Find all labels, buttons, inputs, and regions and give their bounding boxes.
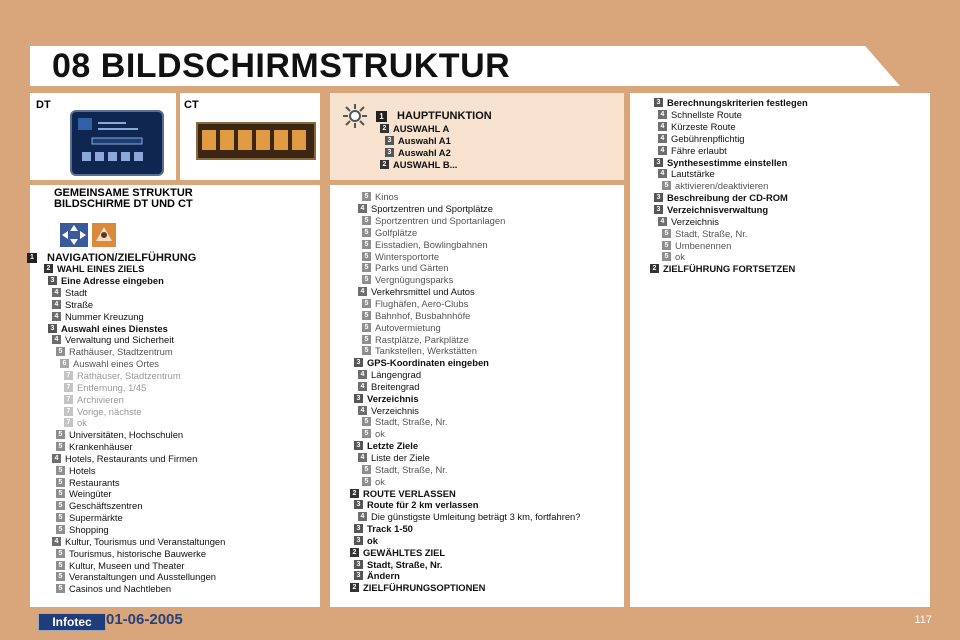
list-item	[350, 381, 580, 393]
list-item-label: aktivieren/deaktivieren	[675, 180, 769, 192]
list-item	[350, 440, 580, 452]
list-item-label: Vorige, nächste	[77, 405, 142, 417]
level-badge: 4	[52, 335, 61, 344]
level-badge: 5	[56, 513, 65, 522]
level-badge: 3	[354, 536, 363, 545]
list-item	[380, 123, 457, 135]
list-item-label: Längengrad	[371, 369, 422, 381]
dt-screen-icon	[72, 112, 162, 174]
list-item	[44, 571, 225, 583]
level-badge: 5	[56, 347, 65, 356]
list-item-label: Bahnhof, Busbahnhöfe	[375, 309, 471, 321]
list-item-label: Verkehrsmittel und Autos	[371, 286, 475, 298]
level-badge: 5	[362, 311, 371, 320]
list-item-label: Supermärkte	[69, 512, 123, 524]
list-item	[650, 156, 808, 168]
list-item-label: Die günstigste Umleitung beträgt 3 km, fortfahren?	[371, 511, 581, 523]
level-badge: 3	[654, 205, 663, 214]
list-item	[380, 135, 457, 147]
list-item	[350, 333, 580, 345]
level-badge: 5	[362, 465, 371, 474]
list-item-label: Kürzeste Route	[671, 121, 736, 133]
list-item-label: ok	[375, 428, 385, 440]
level-badge: 5	[362, 240, 371, 249]
level-badge: 2	[350, 583, 359, 592]
level-badge: 5	[362, 477, 371, 486]
level-badge: 5	[362, 299, 371, 308]
list-item	[44, 535, 225, 547]
list-item-label: Synthesestimme einstellen	[667, 156, 788, 168]
list-item-label: Parks und Gärten	[375, 262, 449, 274]
list-item-label: Geschäftszentren	[69, 500, 143, 512]
list-item-label: Track 1-50	[367, 523, 413, 535]
level-badge: 2	[44, 264, 53, 273]
list-item-label: Stadt	[65, 287, 87, 299]
level-badge: 3	[385, 148, 394, 157]
list-item-label: ok	[675, 251, 685, 263]
list-item	[350, 274, 580, 286]
level-badge: 6	[60, 359, 69, 368]
level-badge: 5	[362, 335, 371, 344]
list-item	[44, 547, 225, 559]
level-badge: 5	[362, 252, 371, 261]
list-item-label: Veranstaltungen und Ausstellungen	[69, 571, 216, 583]
level-badge: 5	[662, 241, 671, 250]
right-list	[650, 97, 808, 275]
list-item	[350, 463, 580, 475]
list-item-label: GEWÄHLTES ZIEL	[363, 546, 446, 558]
footer-date: 01-06-2005	[106, 611, 183, 628]
list-item-label: Verzeichnis	[367, 392, 419, 404]
main-function-panel	[330, 93, 624, 180]
list-item	[350, 511, 580, 523]
list-item-label: Flughäfen, Aero-Clubs	[375, 298, 469, 310]
list-item	[350, 534, 580, 546]
gear-icon	[342, 103, 368, 129]
level-badge: 4	[52, 454, 61, 463]
list-item-label: AUSWAHL B...	[393, 158, 458, 170]
level-badge: 7	[64, 371, 73, 380]
list-item-label: Tankstellen, Werkstätten	[375, 345, 477, 357]
list-item-label: Sportzentren und Sportplätze	[371, 203, 493, 215]
list-item-label: ok	[375, 475, 385, 487]
main-function-list	[380, 123, 457, 170]
main-function-title: HAUPTFUNKTION	[397, 110, 492, 122]
list-item	[44, 429, 225, 441]
level-badge: 5	[362, 216, 371, 225]
list-item	[44, 500, 225, 512]
list-item	[350, 262, 580, 274]
list-item	[350, 499, 580, 511]
list-item	[650, 121, 808, 133]
list-item-label: Straße	[65, 298, 94, 310]
ct-screen-image	[196, 122, 316, 160]
list-item	[44, 464, 225, 476]
list-item	[350, 286, 580, 298]
list-item-label: Tourismus, historische Bauwerke	[69, 547, 207, 559]
list-item	[650, 263, 808, 275]
list-item	[350, 487, 580, 499]
level-badge: 3	[654, 98, 663, 107]
list-item-label: ZIELFÜHRUNGSOPTIONEN	[363, 582, 486, 594]
list-item-label: Casinos und Nachtleben	[69, 583, 172, 595]
list-item	[350, 250, 580, 262]
infotec-logo: Infotec	[38, 613, 106, 631]
navigation-map-icon	[92, 223, 116, 247]
level-badge: 4	[358, 453, 367, 462]
level-badge: 2	[650, 264, 659, 273]
list-item	[350, 238, 580, 250]
list-item	[350, 309, 580, 321]
level-badge: 4	[52, 288, 61, 297]
list-item	[350, 582, 580, 594]
list-item-label: Stadt, Straße, Nr.	[675, 227, 748, 239]
level-badge: 3	[354, 571, 363, 580]
level-badge: 5	[56, 584, 65, 593]
level-badge: 4	[658, 169, 667, 178]
list-item	[350, 570, 580, 582]
list-item	[350, 546, 580, 558]
ct-label: CT	[184, 99, 199, 111]
list-item-label: Eisstadien, Bowlingbahnen	[375, 238, 488, 250]
level-badge: 4	[358, 204, 367, 213]
list-item-label: Eine Adresse eingeben	[61, 275, 164, 287]
list-item	[650, 227, 808, 239]
list-item-label: Route für 2 km verlassen	[367, 499, 479, 511]
right-structure-panel	[630, 93, 930, 607]
list-item	[650, 192, 808, 204]
level-badge: 3	[354, 560, 363, 569]
list-item	[650, 133, 808, 145]
page-number: 117	[914, 614, 932, 626]
list-item-label: Stadt, Straße, Nr.	[367, 558, 443, 570]
level-badge: 3	[48, 276, 57, 285]
common-structure-title-1: GEMEINSAME STRUKTUR	[54, 187, 193, 199]
list-item	[350, 416, 580, 428]
list-item-label: WAHL EINES ZIELS	[57, 263, 145, 275]
level-badge: 5	[56, 430, 65, 439]
list-item-label: Gebührenpflichtig	[671, 132, 745, 144]
list-item-label: ZIELFÜHRUNG FORTSETZEN	[663, 263, 796, 275]
list-item	[650, 215, 808, 227]
level-badge: 2	[350, 548, 359, 557]
list-item	[650, 109, 808, 121]
list-item-label: Wintersportorte	[375, 250, 440, 262]
middle-structure-panel	[330, 185, 624, 607]
common-structure-title-2: BILDSCHIRME DT UND CT	[54, 198, 193, 210]
level-badge: 4	[658, 110, 667, 119]
list-item	[350, 404, 580, 416]
list-item	[650, 144, 808, 156]
level-badge: 5	[362, 263, 371, 272]
level-badge: 5	[362, 228, 371, 237]
level-badge: 5	[56, 561, 65, 570]
navigation-arrows-icon	[60, 223, 88, 247]
dt-label: DT	[36, 99, 51, 111]
list-item-label: Krankenhäuser	[69, 441, 133, 453]
list-item	[44, 512, 225, 524]
list-item	[44, 334, 225, 346]
list-item-label: Fähre erlaubt	[671, 144, 727, 156]
list-item-label: Nummer Kreuzung	[65, 310, 144, 322]
level-badge: 3	[354, 394, 363, 403]
list-item	[44, 322, 225, 334]
list-item	[350, 215, 580, 227]
list-item	[44, 441, 225, 453]
list-item-label: Restaurants	[69, 476, 120, 488]
list-item	[44, 370, 225, 382]
level-badge: 7	[64, 418, 73, 427]
list-item	[650, 251, 808, 263]
level-badge: 4	[52, 300, 61, 309]
level-badge: 5	[362, 275, 371, 284]
list-item	[350, 357, 580, 369]
ct-screen-icon	[198, 124, 314, 158]
level-badge: 1	[27, 253, 37, 263]
level-badge: 5	[662, 229, 671, 238]
list-item-label: Shopping	[69, 523, 109, 535]
level-badge: 3	[385, 136, 394, 145]
level-badge: 3	[48, 324, 57, 333]
level-badge: 1	[376, 111, 387, 122]
list-item-label: Verzeichnis	[371, 404, 419, 416]
list-item-label: Stadt, Straße, Nr.	[375, 463, 448, 475]
list-item	[44, 524, 225, 536]
list-item	[350, 392, 580, 404]
list-item	[44, 287, 225, 299]
list-item	[350, 523, 580, 535]
list-item-label: GPS-Koordinaten eingeben	[367, 357, 489, 369]
list-item	[350, 558, 580, 570]
list-item	[350, 345, 580, 357]
list-item-label: Weingüter	[69, 488, 112, 500]
list-item-label: Letzte Ziele	[367, 440, 419, 452]
level-badge: 5	[56, 549, 65, 558]
level-badge: 4	[52, 312, 61, 321]
level-badge: 5	[56, 525, 65, 534]
level-badge: 3	[354, 500, 363, 509]
level-badge: 3	[654, 193, 663, 202]
level-badge: 3	[654, 158, 663, 167]
level-badge: 5	[56, 501, 65, 510]
list-item	[44, 488, 225, 500]
list-item-label: Universitäten, Hochschulen	[69, 429, 184, 441]
list-item-label: Rathäuser, Stadtzentrum	[69, 346, 173, 358]
list-item-label: ok	[77, 417, 87, 429]
list-item-label: Liste der Ziele	[371, 451, 430, 463]
level-badge: 4	[358, 287, 367, 296]
level-badge: 5	[362, 192, 371, 201]
list-item-label: Rathäuser, Stadtzentrum	[77, 370, 181, 382]
list-item-label: ROUTE VERLASSEN	[363, 487, 456, 499]
list-item	[350, 227, 580, 239]
list-item-label: Archivieren	[77, 393, 124, 405]
navigation-title: NAVIGATION/ZIELFÜHRUNG	[47, 251, 197, 264]
list-item-label: Autovermietung	[375, 321, 441, 333]
list-item	[44, 299, 225, 311]
list-item-label: Stadt, Straße, Nr.	[375, 416, 448, 428]
list-item	[44, 559, 225, 571]
level-badge: 4	[658, 122, 667, 131]
list-item	[350, 452, 580, 464]
list-item-label: AUSWAHL A	[393, 123, 450, 135]
list-item	[44, 453, 225, 465]
list-item-label: Kultur, Tourismus und Veranstaltungen	[65, 535, 226, 547]
level-badge: 5	[662, 252, 671, 261]
list-item-label: Hotels, Restaurants und Firmen	[65, 452, 198, 464]
list-item	[650, 204, 808, 216]
list-item-label: Rastplätze, Parkplätze	[375, 333, 469, 345]
list-item-label: Golfplätze	[375, 226, 418, 238]
list-item-label: Auswahl A2	[398, 147, 451, 159]
level-badge: 3	[354, 524, 363, 533]
list-item-label: Umbenennen	[675, 239, 732, 251]
level-badge: 5	[56, 489, 65, 498]
list-item-label: Auswahl A1	[398, 135, 451, 147]
list-item-label: Verzeichnis	[671, 215, 719, 227]
level-badge: 5	[362, 346, 371, 355]
list-item	[650, 239, 808, 251]
list-item-label: Beschreibung der CD-ROM	[667, 192, 788, 204]
list-item-label: Sportzentren und Sportanlagen	[375, 215, 506, 227]
list-item-label: Kinos	[375, 191, 399, 203]
list-item-label: Verzeichnisverwaltung	[667, 204, 769, 216]
list-item	[44, 393, 225, 405]
level-badge: 4	[358, 512, 367, 521]
navigation-list	[44, 263, 225, 595]
list-item	[44, 476, 225, 488]
dt-screen-image	[70, 110, 164, 176]
page-title: 08 BILDSCHIRMSTRUKTUR	[52, 47, 511, 85]
level-badge: 5	[362, 429, 371, 438]
list-item-label: Auswahl eines Dienstes	[61, 322, 168, 334]
level-badge: 4	[658, 146, 667, 155]
level-badge: 2	[350, 489, 359, 498]
level-badge: 5	[662, 181, 671, 190]
level-badge: 3	[354, 441, 363, 450]
level-badge: 4	[358, 370, 367, 379]
list-item-label: Schnellste Route	[671, 109, 742, 121]
level-badge: 7	[64, 383, 73, 392]
list-item-label: ok	[367, 534, 378, 546]
list-item	[350, 298, 580, 310]
middle-list	[350, 191, 580, 594]
list-item-label: Verwaltung und Sicherheit	[65, 334, 174, 346]
level-badge: 3	[354, 358, 363, 367]
list-item	[44, 346, 225, 358]
list-item	[44, 381, 225, 393]
level-badge: 5	[56, 572, 65, 581]
level-badge: 5	[56, 442, 65, 451]
list-item	[350, 203, 580, 215]
level-badge: 4	[52, 537, 61, 546]
level-badge: 2	[380, 160, 389, 169]
list-item	[44, 405, 225, 417]
level-badge: 5	[362, 417, 371, 426]
list-item	[380, 147, 457, 159]
list-item-label: Auswahl eines Ortes	[73, 358, 159, 370]
list-item	[650, 97, 808, 109]
level-badge: 7	[64, 395, 73, 404]
list-item-label: Entfernung, 1/45	[77, 381, 147, 393]
list-item	[350, 191, 580, 203]
main-function-header	[376, 109, 492, 123]
level-badge: 4	[658, 134, 667, 143]
level-badge: 4	[358, 406, 367, 415]
common-structure-panel	[30, 185, 320, 607]
list-item-label: Ändern	[367, 570, 400, 582]
list-item	[44, 275, 225, 287]
list-item-label: Vergnügungsparks	[375, 274, 454, 286]
level-badge: 7	[64, 407, 73, 416]
level-badge: 2	[380, 124, 389, 133]
level-badge: 5	[362, 323, 371, 332]
list-item	[44, 310, 225, 322]
list-item-label: Breitengrad	[371, 380, 420, 392]
list-item-label: Kultur, Museen und Theater	[69, 559, 185, 571]
level-badge: 5	[56, 478, 65, 487]
list-item	[44, 358, 225, 370]
list-item	[350, 321, 580, 333]
level-badge: 4	[658, 217, 667, 226]
list-item	[350, 475, 580, 487]
list-item-label: Berechnungskriterien festlegen	[667, 97, 808, 109]
list-item	[650, 180, 808, 192]
list-item	[350, 428, 580, 440]
level-badge: 5	[56, 466, 65, 475]
list-item	[44, 263, 225, 275]
list-item	[350, 369, 580, 381]
list-item	[650, 168, 808, 180]
list-item-label: Hotels	[69, 464, 96, 476]
list-item	[44, 417, 225, 429]
list-item-label: Lautstärke	[671, 168, 715, 180]
list-item	[44, 583, 225, 595]
level-badge: 4	[358, 382, 367, 391]
list-item	[380, 159, 457, 171]
